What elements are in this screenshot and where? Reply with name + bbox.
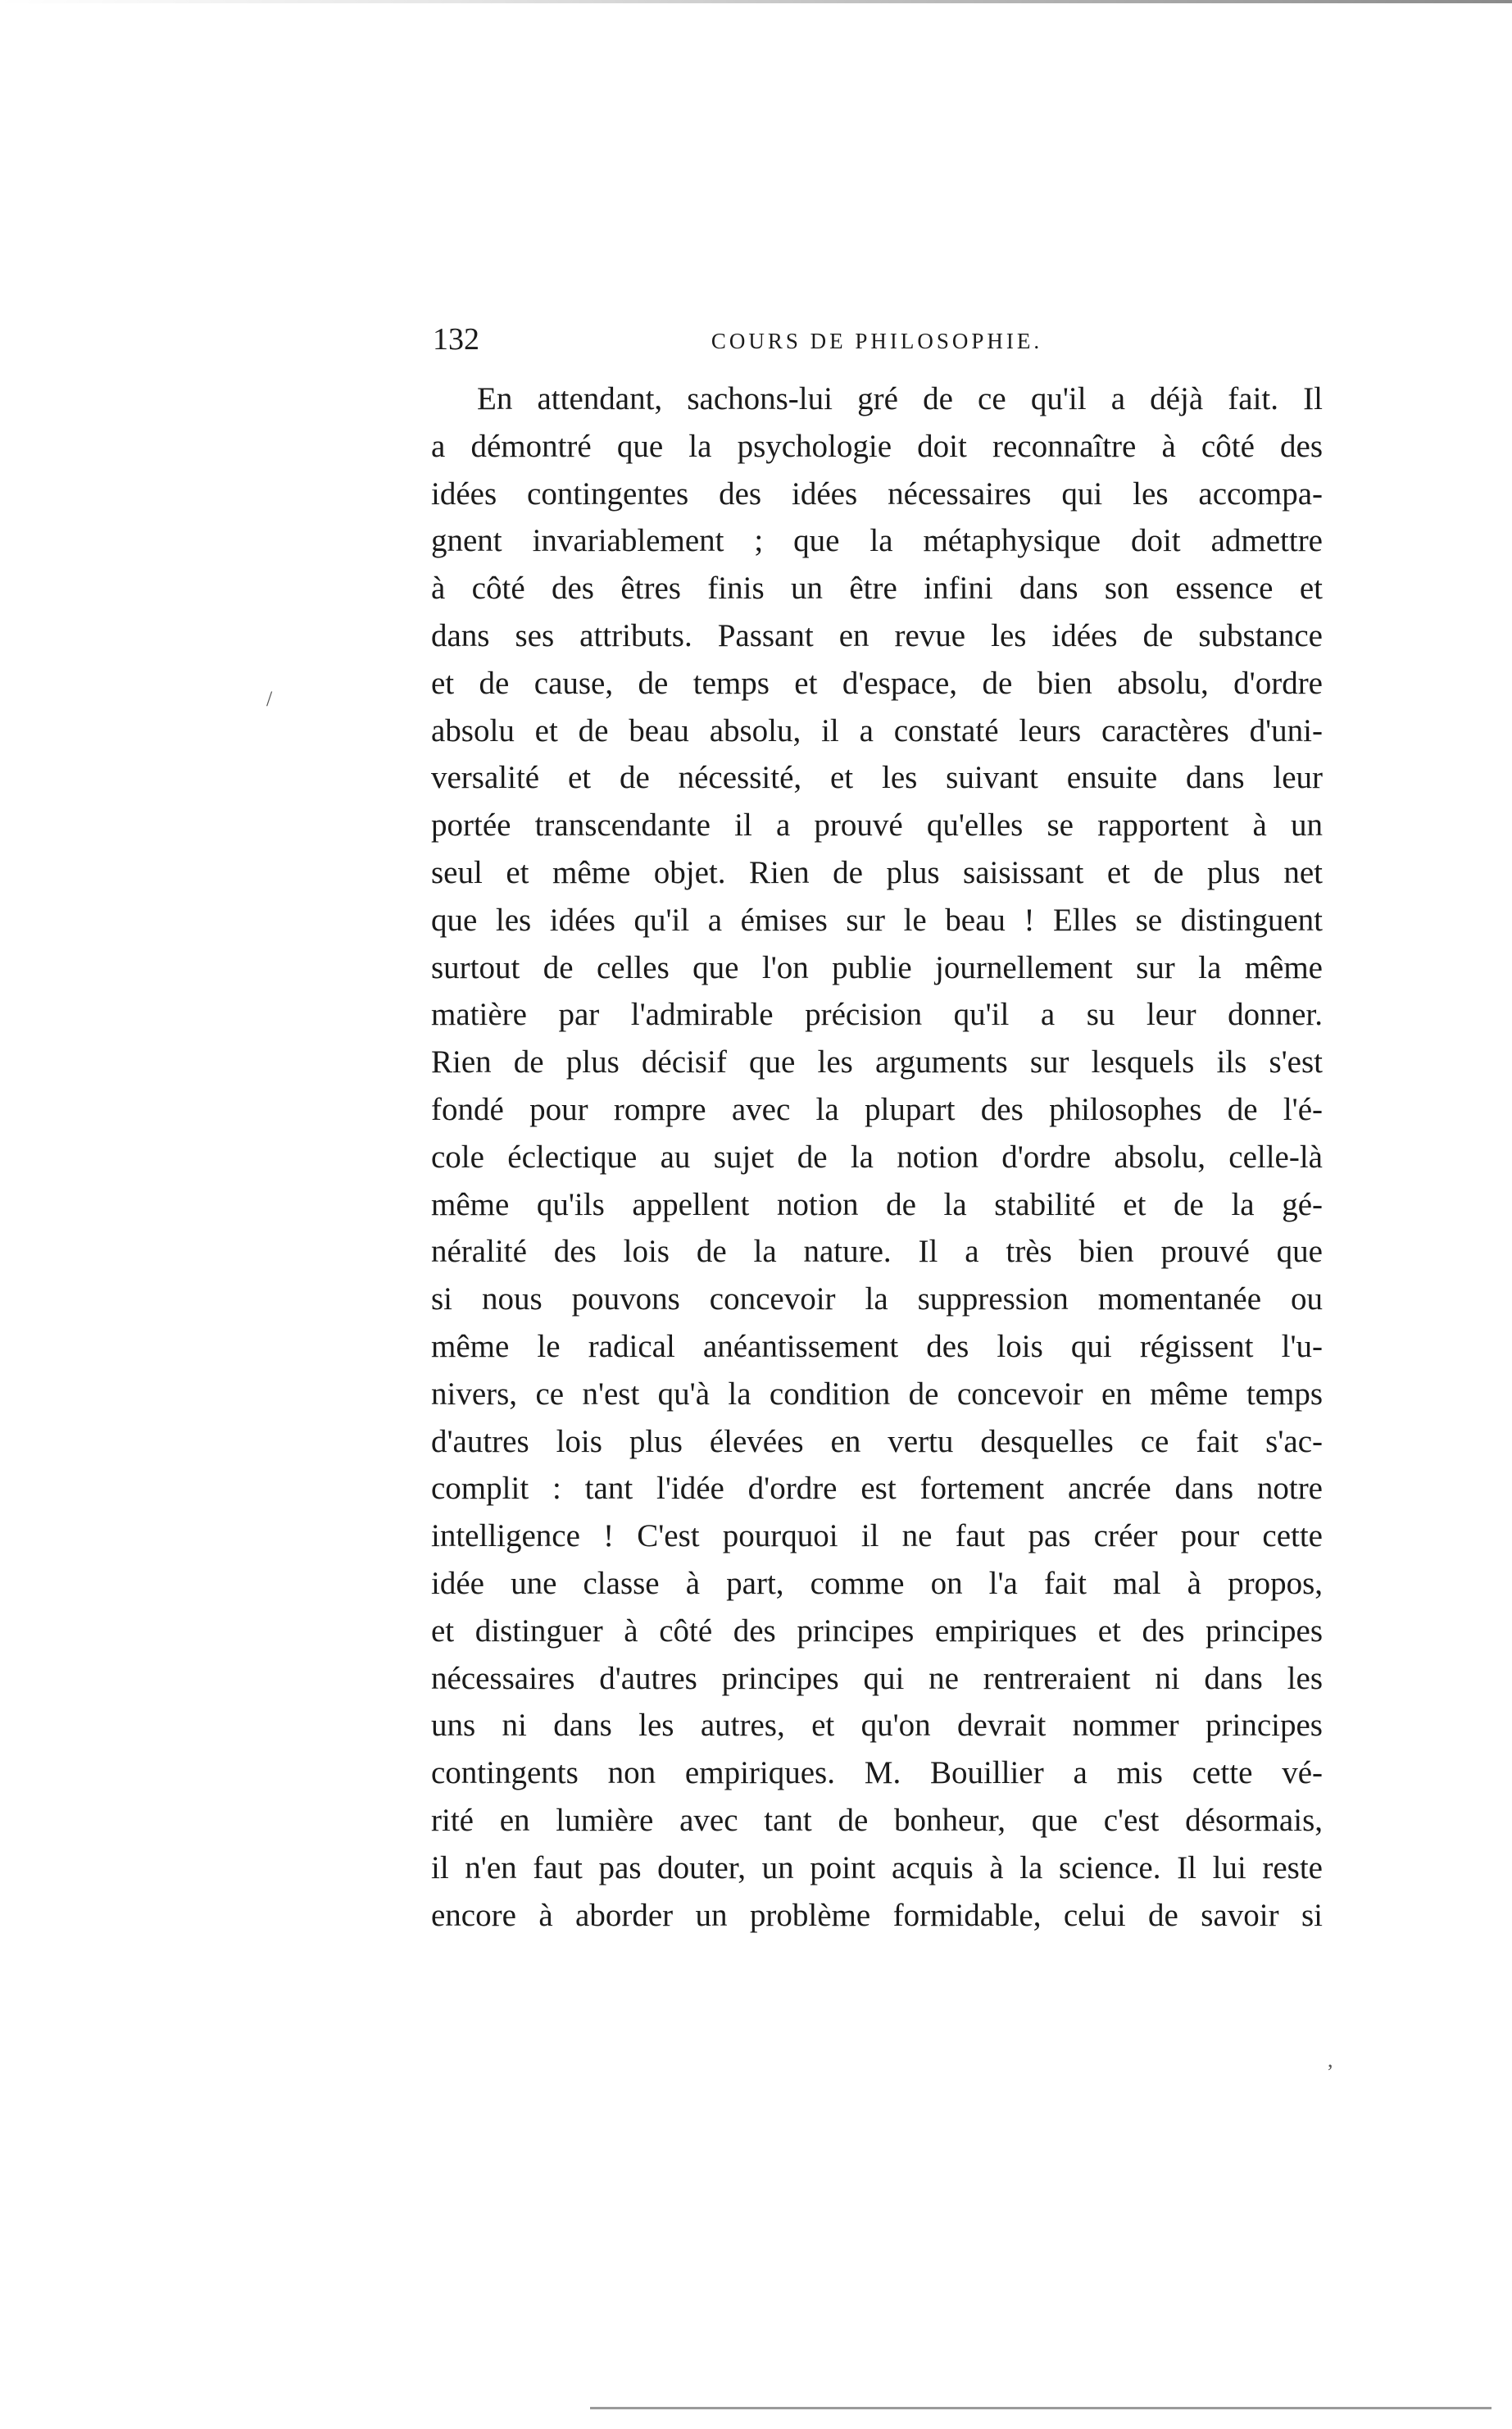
text-line: fondé pour rompre avec la plupart des philosophes de l'é- xyxy=(431,1091,1323,1127)
text-line: a démontré que la psychologie doit reconnaître à côté des xyxy=(431,428,1323,464)
text-line: il n'en faut pas douter, un point acquis à la science. Il lui reste xyxy=(431,1849,1323,1885)
text-line: nécessaires d'autres principes qui ne rentreraient ni dans les xyxy=(431,1660,1323,1696)
text-line: si nous pouvons concevoir la suppression momentanée ou xyxy=(431,1281,1323,1317)
body-text xyxy=(431,375,1323,1939)
text-line: à côté des êtres finis un être infini dans son essence et xyxy=(431,571,1323,607)
text-line: seul et même objet. Rien de plus saisissant et de plus net xyxy=(431,854,1323,890)
text-line: uns ni dans les autres, et qu'on devrait nommer principes xyxy=(431,1708,1323,1744)
text-line: d'autres lois plus élevées en vertu desquelles ce fait s'ac- xyxy=(431,1423,1323,1459)
text-line: néralité des lois de la nature. Il a très bien prouvé que xyxy=(431,1234,1323,1270)
text-line: En attendant, sachons-lui gré de ce qu'il a déjà fait. Il xyxy=(477,381,1323,416)
text-line: et distinguer à côté des principes empiriques et des principes xyxy=(431,1613,1323,1649)
text-line: même qu'ils appellent notion de la stabilité et de la gé- xyxy=(431,1186,1323,1222)
text-line: complit : tant l'idée d'ordre est fortement ancrée dans notre xyxy=(431,1471,1323,1507)
margin-slash-mark: / xyxy=(266,687,273,711)
running-head xyxy=(431,318,1323,361)
text-line: portée transcendante il a prouvé qu'elles se rapportent à un xyxy=(431,807,1323,844)
text-line: cole éclectique au sujet de la notion d'ordre absolu, celle-là xyxy=(431,1139,1323,1175)
text-line: surtout de celles que l'on publie journellement sur la même xyxy=(431,949,1323,985)
text-line: intelligence ! C'est pourquoi il ne faut pas créer pour cette xyxy=(431,1518,1323,1554)
text-line: idées contingentes des idées nécessaires qui les accompa- xyxy=(431,475,1323,512)
scan-edge-bottom xyxy=(590,2407,1492,2409)
text-line: Rien de plus décisif que les arguments sur lesquels ils s'est xyxy=(431,1044,1323,1080)
text-line: nivers, ce n'est qu'à la condition de concevoir en même temps xyxy=(431,1376,1323,1412)
text-line: même le radical anéantissement des lois qui régissent l'u- xyxy=(431,1328,1323,1364)
running-title: COURS DE PHILOSOPHIE. xyxy=(711,329,1043,353)
text-line: dans ses attributs. Passant en revue les idées de substance xyxy=(431,617,1323,653)
text-line: idée une classe à part, comme on l'a fait mal à propos, xyxy=(431,1565,1323,1601)
margin-comma-mark: , xyxy=(1328,2048,1333,2072)
text-line: encore à aborder un problème formidable, celui de savoir si xyxy=(431,1897,1323,1933)
scan-edge-top xyxy=(0,0,1512,3)
page-number: 132 xyxy=(433,322,479,357)
text-line: et de cause, de temps et d'espace, de bien absolu, d'ordre xyxy=(431,665,1323,701)
text-line: versalité et de nécessité, et les suivant ensuite dans leur xyxy=(431,760,1323,796)
text-line: contingents non empiriques. M. Bouillier a mis cette vé- xyxy=(431,1755,1323,1791)
text-line: que les idées qu'il a émises sur le beau ! Elles se distinguent xyxy=(431,902,1323,938)
text-line: absolu et de beau absolu, il a constaté leurs caractères d'uni- xyxy=(431,712,1323,748)
text-line: matière par l'admirable précision qu'il a su leur donner. xyxy=(431,997,1323,1033)
book-page xyxy=(431,318,1323,1939)
text-line: rité en lumière avec tant de bonheur, que c'est désormais, xyxy=(431,1802,1323,1838)
text-line: gnent invariablement ; que la métaphysique doit admettre xyxy=(431,523,1323,559)
